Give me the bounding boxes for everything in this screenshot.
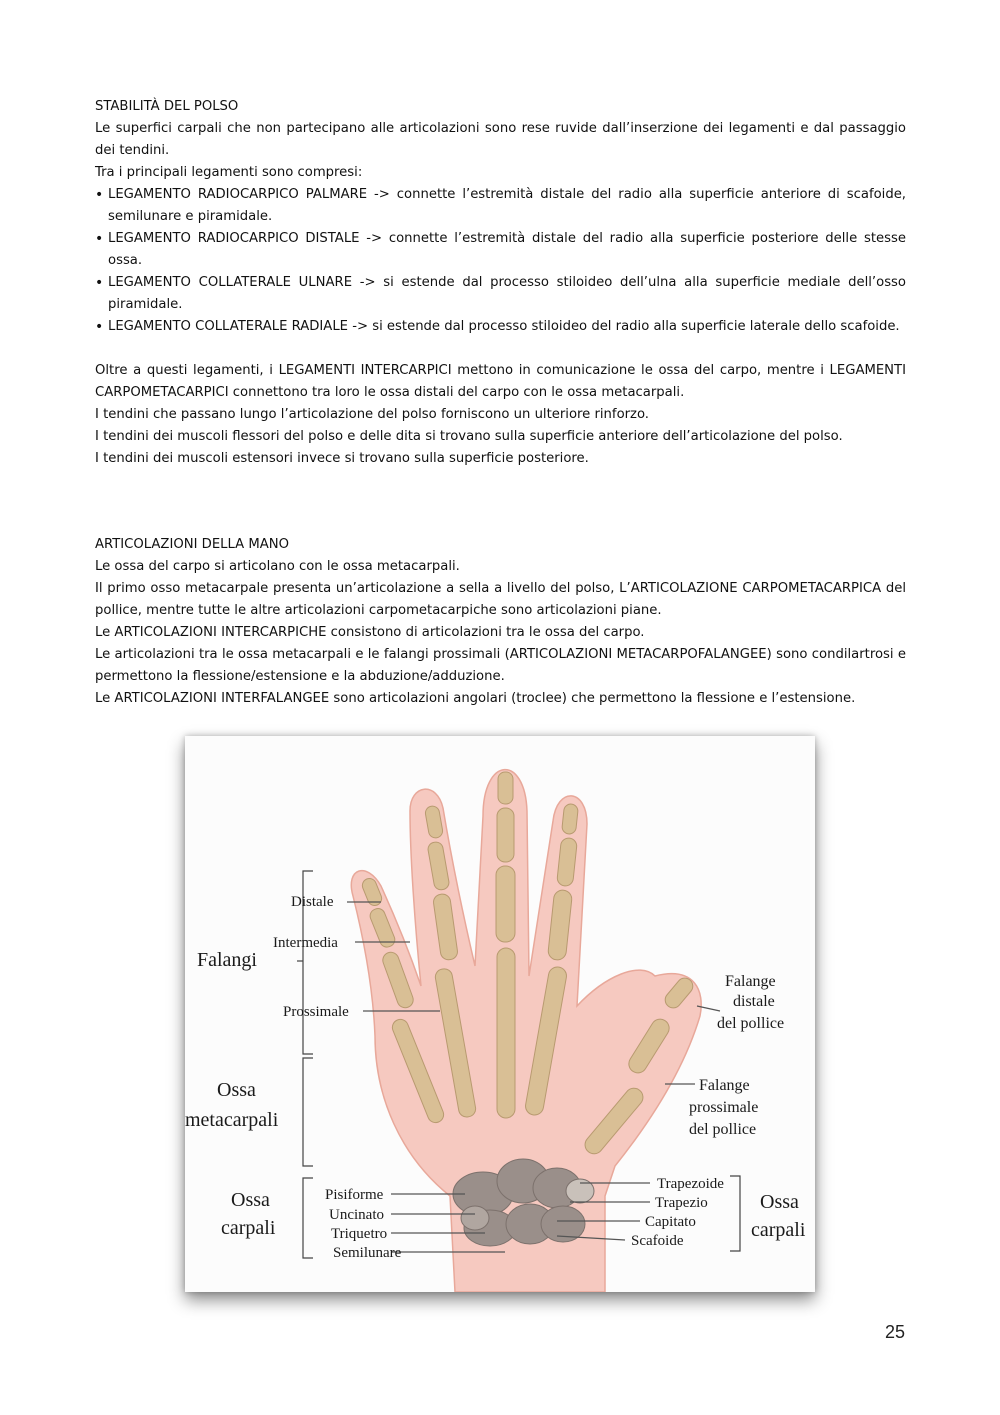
paragraph: I tendini che passano lungo l’articolazione del polso forniscono un ulteriore rinforzo. <box>95 407 650 422</box>
right-bracket <box>730 1176 740 1251</box>
metacarpali-label-1: Ossa <box>217 1079 256 1101</box>
section-heading: STABILITÀ DEL POLSO <box>95 99 239 114</box>
section-heading: ARTICOLAZIONI DELLA MANO <box>95 537 290 552</box>
paragraph: Il primo osso metacarpale presenta un’articolazione a sella a livello del polso, L’ARTICOLAZIONE CARPOMETACARPICA del pollice, mentre tutte le altre articolazioni carpometacarpiche sono articolazioni piane. <box>95 581 906 618</box>
hand-anatomy-figure <box>185 736 815 1292</box>
falangi-label: Falangi <box>197 949 257 971</box>
ligament-list <box>95 184 906 338</box>
thumb-distal-label-2: distale <box>733 993 775 1010</box>
paragraph: Le ossa del carpo si articolano con le ossa metacarpali. <box>95 559 460 574</box>
hand-skeleton-illustration <box>185 736 815 1292</box>
metacarpali-label-2: metacarpali <box>185 1109 279 1131</box>
paragraph: Oltre a questi legamenti, i LEGAMENTI INTERCARPICI mettono in comunicazione le ossa del carpo, mentre i LEGAMENTI CARPOMETACARPICI connettono tra loro le ossa distali del carpo con le ossa metacarpali. <box>95 363 906 400</box>
paragraph: I tendini dei muscoli flessori del polso e delle dita si trovano sulla superficie anteriore dell’articolazione del polso. <box>95 429 843 444</box>
section-wrist-stability <box>95 96 906 470</box>
paragraph: Tra i principali legamenti sono compresi: <box>95 165 363 180</box>
page-number: 25 <box>884 1322 905 1342</box>
list-item: • LEGAMENTO COLLATERALE RADIALE -> si estende dal processo stiloideo del radio alla superficie laterale dello scafoide. <box>95 316 906 338</box>
thumb-proximal-label-1: Falange <box>699 1077 750 1094</box>
phalanx-label-distale: Distale <box>291 894 334 910</box>
thumb-distal-label-1: Falange <box>725 973 776 990</box>
carpal-label-semilunare: Semilunare <box>333 1245 402 1261</box>
thumb-proximal-label-2: prossimale <box>689 1099 759 1116</box>
thumb-distal-label-3: del pollice <box>717 1015 785 1032</box>
carpal-label-pisiforme: Pisiforme <box>325 1187 384 1203</box>
carpal-label-uncinato: Uncinato <box>329 1207 384 1223</box>
paragraph: Le ARTICOLAZIONI INTERCARPICHE consistono di articolazioni tra le ossa del carpo. <box>95 625 645 640</box>
carpal-label-trapezio: Trapezio <box>655 1195 708 1211</box>
carpal-label-trapezoide: Trapezoide <box>657 1176 724 1192</box>
right-carpali-label-2: carpali <box>751 1219 806 1241</box>
phalanx-label-intermedia: Intermedia <box>273 935 338 951</box>
carpali-label-2: carpali <box>221 1217 276 1239</box>
paragraph: Le ARTICOLAZIONI INTERFALANGEE sono articolazioni angolari (troclee) che permettono la flessione e l’estensione. <box>95 691 856 706</box>
carpal-label-scafoide: Scafoide <box>631 1233 684 1249</box>
list-item: • LEGAMENTO RADIOCARPICO DISTALE -> connette l’estremità distale del radio alla superficie posteriore delle stesse ossa. <box>95 228 906 272</box>
phalanx-label-prossimale: Prossimale <box>283 1004 349 1020</box>
paragraph: I tendini dei muscoli estensori invece si trovano sulla superficie posteriore. <box>95 451 589 466</box>
right-carpali-label-1: Ossa <box>760 1191 799 1213</box>
thumb-proximal-label-3: del pollice <box>689 1121 757 1138</box>
list-item: • LEGAMENTO COLLATERALE ULNARE -> si estende dal processo stiloideo dell’ulna alla superficie mediale dell’osso piramidale. <box>95 272 906 316</box>
paragraph: Le superfici carpali che non partecipano alle articolazioni sono rese ruvide dall’inserzione dei legamenti e dal passaggio dei tendini. <box>95 121 906 158</box>
carpal-label-capitato: Capitato <box>645 1214 696 1230</box>
paragraph: Le articolazioni tra le ossa metacarpali e le falangi prossimali (ARTICOLAZIONI METACARPOFALANGEE) sono condilartrosi e permettono la flessione/estensione e la abduzione/adduzione. <box>95 647 906 684</box>
left-brackets <box>297 871 313 1258</box>
carpali-label-1: Ossa <box>231 1189 270 1211</box>
carpal-label-triquetro: Triquetro <box>331 1226 388 1242</box>
list-item: • LEGAMENTO RADIOCARPICO PALMARE -> connette l’estremità distale del radio alla superficie anteriore di scafoide, semilunare e piramidale. <box>95 184 906 228</box>
section-hand-joints <box>95 534 906 710</box>
